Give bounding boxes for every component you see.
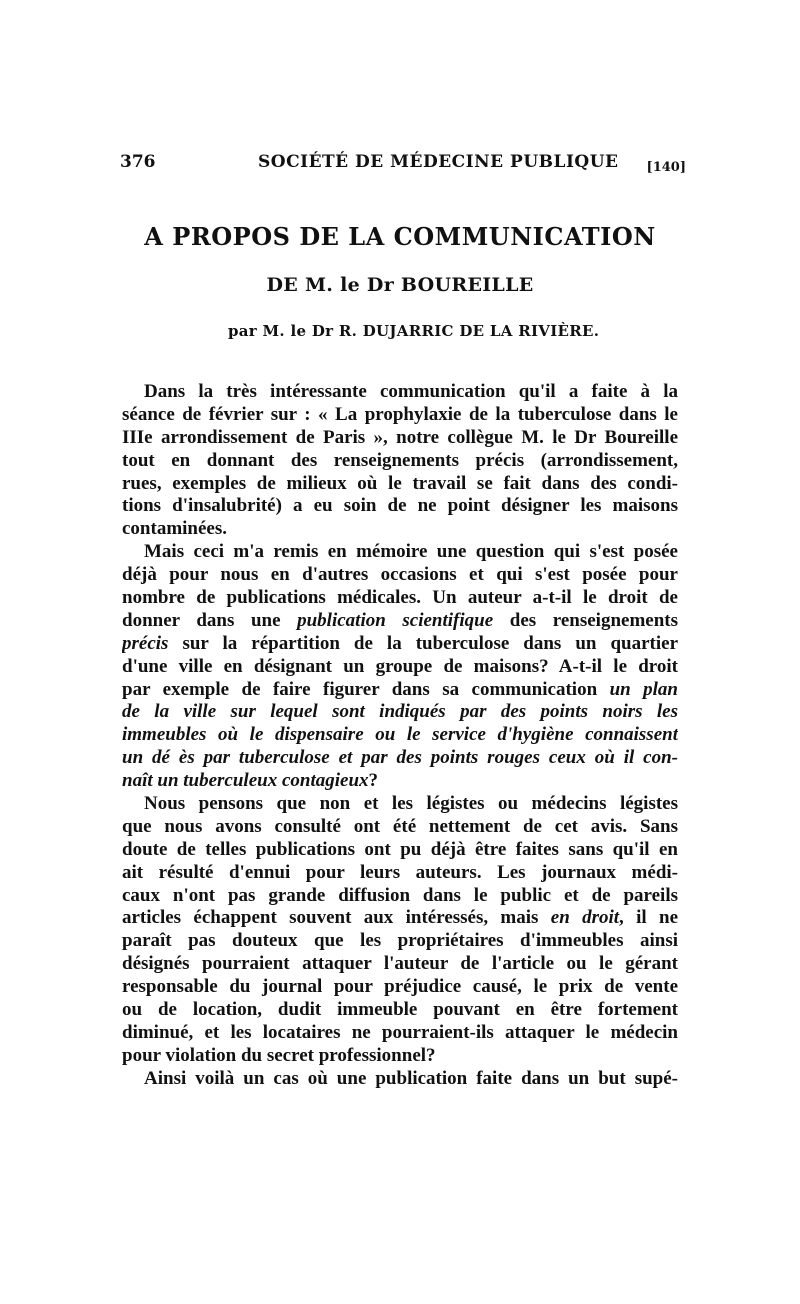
body-line: contaminées. [122,518,228,540]
body-line [122,633,678,656]
body-text-run: donner dans une [122,609,298,631]
body-line [122,610,678,633]
body-line: désignés pourraient attaquer l'auteur de l'article ou le gérant [122,953,678,975]
body-text-run: par exemple de faire figurer dans sa communication [122,678,610,700]
journal-title: SOCIÉTÉ DE MÉDECINE PUBLIQUE [258,152,619,172]
body-line: d'une ville en désignant un groupe de maisons? A-t-il le droit [122,655,678,677]
body-line: pour violation du secret professionnel? [122,1044,436,1066]
body-line: Ainsi voilà un cas où une publication faite dans un but supé- [144,1067,678,1089]
article-author: par M. le Dr R. DUJARRIC DE LA RIVIÈRE. [228,322,600,340]
body-line: doute de telles publications ont pu déjà être faites sans qu'il en [122,838,678,860]
body-line: Mais ceci m'a remis en mémoire une question qui s'est posée [144,541,678,563]
body-text-run: articles échappent souvent aux intéressés, mais [122,907,551,929]
italic-phrase: en droit [550,907,620,929]
body-line [122,770,678,793]
italic-phrase: publication scientifique [297,609,494,631]
body-line [122,907,678,930]
body-line: paraît pas douteux que les propriétaires d'immeubles ainsi [122,930,678,952]
italic-phrase: précis [122,632,169,654]
body-line: déjà pour nous en d'autres occasions et qui s'est posée pour [122,564,678,586]
body-text-run: sur la répartition de la tuberculose dans un quartier [168,632,678,654]
body-line [122,679,678,702]
body-line: que nous avons consulté ont été nettement de cet avis. Sans [122,815,678,837]
body-line: caux n'ont pas grande diffusion dans le public et de pareils [122,884,678,906]
body-line: rues, exemples de milieux où le travail se fait dans des condi- [122,472,678,494]
body-line: IIIe arrondissement de Paris », notre collègue M. le Dr Boureille [122,426,678,448]
body-text-run: des renseignements [493,609,678,631]
body-line: nombre de publications médicales. Un auteur a-t-il le droit de [122,587,678,609]
body-line: Nous pensons que non et les légistes ou médecins légistes [144,793,678,815]
body-line: ou de location, dudit immeuble pouvant en être fortement [122,999,678,1021]
body-line: tions d'insalubrité) a eu soin de ne point désigner les maisons [122,495,678,517]
page-reference: [140] [646,160,686,175]
body-line: immeubles où le dispensaire ou le service d'hygiène connaissent [122,724,678,746]
body-line: Dans la très intéressante communication qu'il a faite à la [144,381,678,402]
body-line: ait résulté d'ennui pour leurs auteurs. Les journaux médi- [122,861,678,883]
page-number: 376 [120,152,156,172]
italic-phrase: naît un tuberculeux contagieux [122,770,369,792]
body-text-run: , il ne [619,907,678,929]
article-title: A PROPOS DE LA COMMUNICATION [144,222,656,251]
running-header [120,152,686,178]
body-text-run: ? [368,770,379,792]
article-body [122,381,678,1091]
article-subtitle: DE M. le Dr BOUREILLE [266,274,534,296]
body-line: responsable du journal pour préjudice causé, le prix de vente [122,976,678,998]
body-line: tout en donnant des renseignements précis (arrondissement, [122,449,678,471]
body-line: diminué, et les locataires ne pourraient-ils attaquer le médecin [122,1021,678,1043]
italic-phrase: un plan [609,678,678,700]
body-line: séance de février sur : « La prophylaxie de la tuberculose dans le [122,403,678,425]
body-line: un dé ès par tuberculose et par des points rouges ceux où il con- [122,747,678,769]
body-line: de la ville sur lequel sont indiqués par des points noirs les [122,701,678,723]
